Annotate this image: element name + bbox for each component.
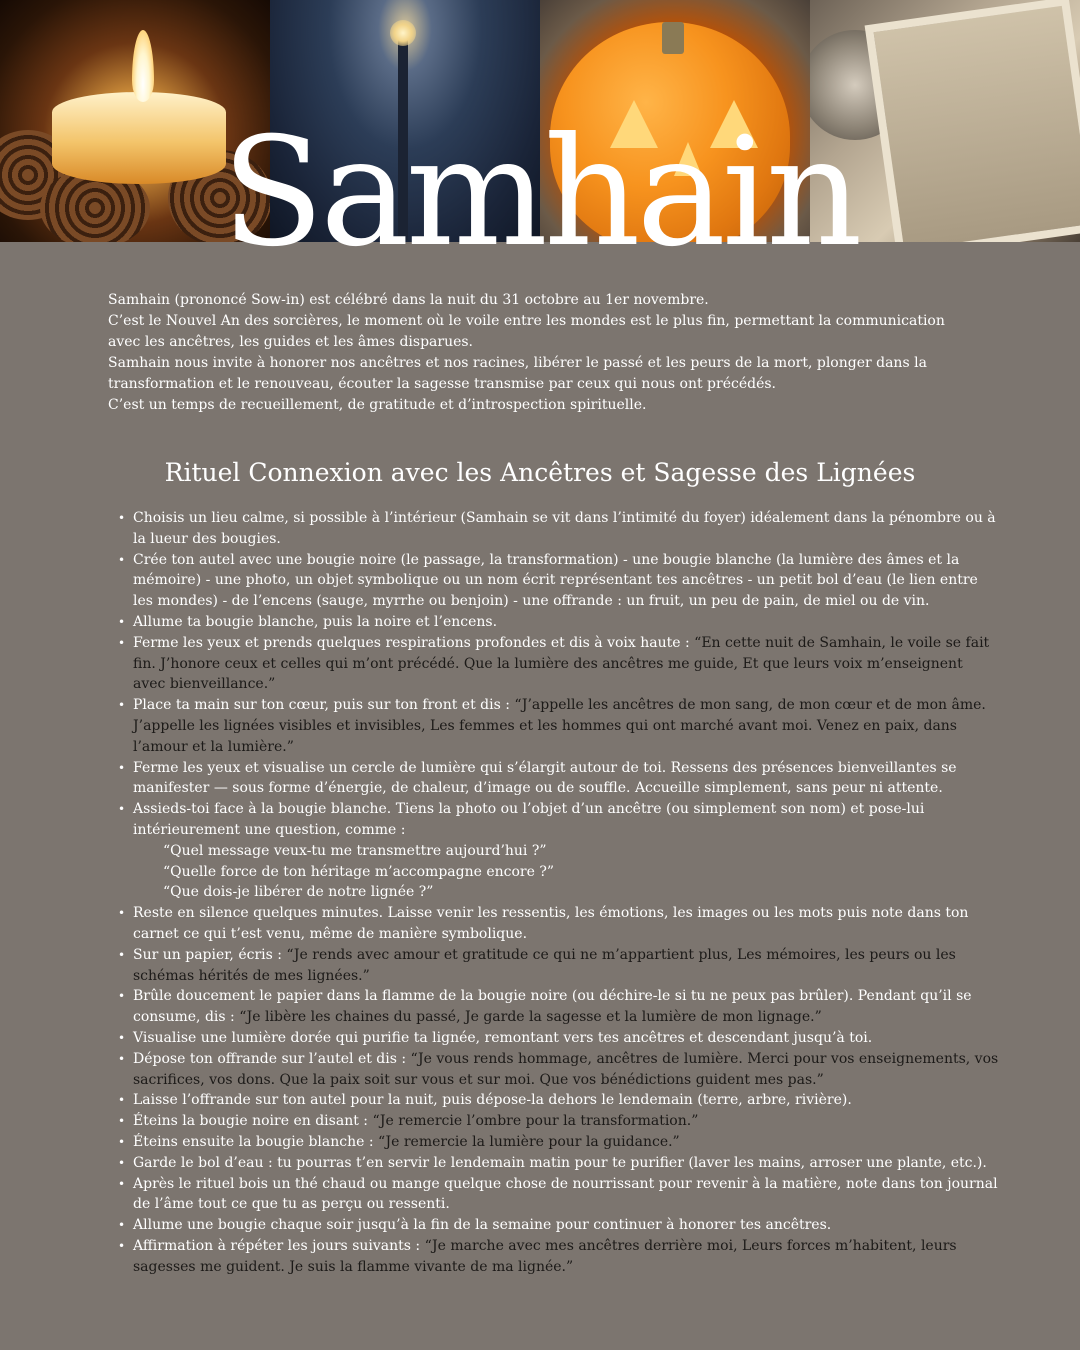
step-text: Laisse l’offrande sur ton autel pour la nuit, puis dépose-la dehors le lendemain (terre, arbre, rivière). <box>133 1092 852 1109</box>
ritual-step <box>133 508 999 550</box>
step-text: Reste en silence quelques minutes. Laisse venir les ressentis, les émotions, les images ou les mots puis note dans ton carnet ce qui t’est venu, même de manière symbolique. <box>133 905 969 942</box>
question-text: “Quelle force de ton héritage m’accompagne encore ?” <box>163 863 555 880</box>
step-text: Allume ta bougie blanche, puis la noire et l’encens. <box>133 613 498 630</box>
ritual-step <box>133 612 999 633</box>
step-quote: “Je remercie l’ombre pour la transformation.” <box>372 1113 699 1130</box>
intro-line: C’est le Nouvel An des sorcières, le moment où le voile entre les mondes est le plus fin, permettant la communication avec les ancêtres, les guides et les âmes disparues. <box>108 313 945 350</box>
step-quote: “Je vous rends hommage, ancêtres de lumière. Merci pour vos enseignements, vos sacrifices, vos dons. Que la paix soit sur vous et sur moi. Que vos bénédictions guident mes pas.” <box>133 1050 999 1088</box>
step-text: Éteins la bougie noire en disant : <box>133 1113 373 1130</box>
step-text: Brûle doucement le papier dans la flamme de la bougie noire (ou déchire-le si tu ne peux pas brûler). Pendant qu’il se consume, dis : <box>133 988 972 1026</box>
question-text: “Quel message veux-tu me transmettre aujourd’hui ?” <box>163 842 547 859</box>
step-text: Visualise une lumière dorée qui purifie ta lignée, remontant vers tes ancêtres et descendant jusqu’à toi. <box>133 1029 873 1046</box>
step-quote: “Je rends avec amour et gratitude ce qui ne m’appartient plus, Les mémoires, les peurs ou les schémas hérités de mes lignées.” <box>133 946 956 984</box>
ritual-question <box>133 882 999 903</box>
ritual-step <box>133 1174 999 1216</box>
step-quote: “En cette nuit de Samhain, le voile se fait fin. J’honore ceux et celles qui m’ont précédé. Que la lumière des ancêtres me guide, Et que leurs voix m’enseignent avec bienveillance.” <box>133 634 990 693</box>
step-quote: “Je libère les chaines du passé, Je garde la sagesse et la lumière de mon lignage.” <box>239 1009 822 1026</box>
ritual-step <box>133 945 999 987</box>
ritual-step <box>133 1090 999 1111</box>
step-text: Dépose ton offrande sur l’autel et dis : <box>133 1050 411 1067</box>
ritual-step <box>133 1215 999 1236</box>
intro-line: Samhain (prononcé Sow-in) est célébré dans la nuit du 31 octobre au 1er novembre. <box>108 292 709 308</box>
ritual-steps <box>108 508 999 1277</box>
step-text: Après le rituel bois un thé chaud ou mange quelque chose de nourrissant pour revenir à la matière, note dans ton journal de l’âme tout ce que tu as perçu ou ressenti. <box>133 1175 998 1213</box>
step-quote: “Je remercie la lumière pour la guidance.” <box>378 1133 680 1150</box>
step-text: Assieds-toi face à la bougie blanche. Tiens la photo ou l’objet d’un ancêtre (ou simplement son nom) et pose-lui intérieurement une question, comme : <box>133 801 925 838</box>
step-quote: “Je marche avec mes ancêtres derrière moi, Leurs forces m’habitent, leurs sagesses me guident. Je suis la flamme vivante de ma lignée.” <box>133 1237 957 1275</box>
step-text: Allume une bougie chaque soir jusqu’à la fin de la semaine pour continuer à honorer tes ancêtres. <box>133 1217 832 1234</box>
step-text: Affirmation à répéter les jours suivants : <box>133 1237 425 1254</box>
ritual-question <box>133 862 999 883</box>
step-text: Ferme les yeux et visualise un cercle de lumière qui s’élargit autour de toi. Ressens des présences bienveillantes se manifester — sous forme d’énergie, de chaleur, d’image ou de souffle. Accueille simplement, sans peur ni attente. <box>133 759 957 797</box>
page-title: Samhain <box>221 106 859 280</box>
step-text: Garde le bol d’eau : tu pourras t’en servir le lendemain matin pour te purifier (laver les mains, arroser une plante, etc.). <box>133 1154 987 1171</box>
question-text: “Que dois-je libérer de notre lignée ?” <box>163 884 434 901</box>
intro-text <box>108 290 980 416</box>
ritual-step <box>133 695 999 757</box>
ritual-step <box>133 799 999 841</box>
ritual-step <box>133 1236 999 1278</box>
ritual-step <box>133 1028 999 1049</box>
intro-line: Samhain nous invite à honorer nos ancêtres et nos racines, libérer le passé et les peurs de la mort, plonger dans la transformation et le renouveau, écouter la sagesse transmise par ceux qui nous ont précédés. <box>108 355 927 392</box>
ritual-step <box>133 986 999 1028</box>
ritual-step <box>133 1111 999 1132</box>
ritual-step <box>133 1049 999 1091</box>
intro-line: C’est un temps de recueillement, de gratitude et d’introspection spirituelle. <box>108 397 647 413</box>
ritual-step <box>133 758 999 800</box>
ritual-question <box>133 841 999 862</box>
step-quote: “J’appelle les ancêtres de mon sang, de mon cœur et de mon âme. J’appelle les lignées visibles et invisibles, Les femmes et les hommes qui ont marché avant moi. Venez en paix, dans l’amour et la lumière.” <box>133 697 986 755</box>
step-text: Éteins ensuite la bougie blanche : <box>133 1133 379 1150</box>
step-text: Choisis un lieu calme, si possible à l’intérieur (Samhain se vit dans l’intimité du foyer) idéalement dans la pénombre ou à la lueur des bougies. <box>133 510 996 547</box>
ritual-step <box>133 1153 999 1174</box>
step-text: Ferme les yeux et prends quelques respirations profondes et dis à voix haute : <box>133 634 695 651</box>
ritual-heading: Rituel Connexion avec les Ancêtres et Sagesse des Lignées <box>164 458 916 487</box>
ritual-step <box>133 550 999 612</box>
step-text: Sur un papier, écris : <box>133 946 287 963</box>
ritual-step <box>133 903 999 945</box>
ritual-step <box>133 633 999 695</box>
step-text: Place ta main sur ton cœur, puis sur ton front et dis : <box>133 697 515 714</box>
step-text: Crée ton autel avec une bougie noire (le passage, la transformation) - une bougie blanche (la lumière des âmes et la mémoire) - une photo, un objet symbolique ou un nom écrit représentant tes ancêtres - un petit bol d’eau (le lien entre les mondes) - de l’encens (sauge, myrrhe ou benjoin) - une offrande : un fruit, un peu de pain, de miel ou de vin. <box>133 551 978 610</box>
ritual-step <box>133 1132 999 1153</box>
